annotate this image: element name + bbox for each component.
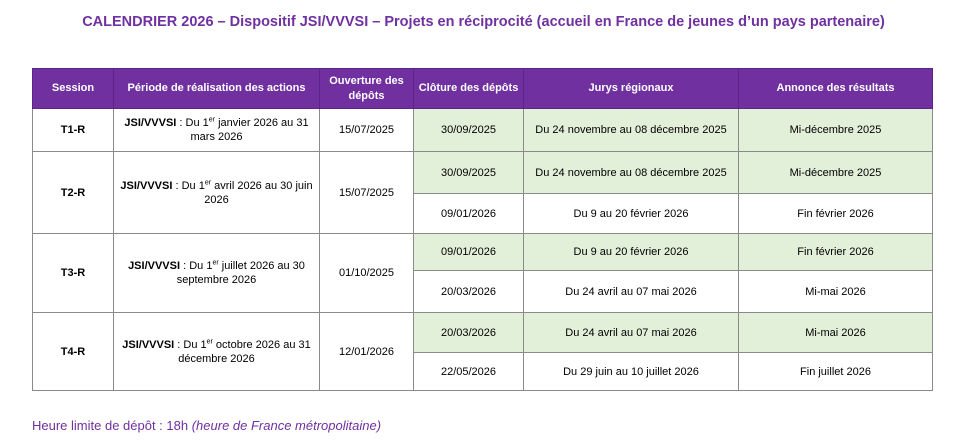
table-row [33, 109, 933, 152]
footer-italic: (heure de France métropolitaine) [191, 418, 382, 433]
periode-text-a: : Du 1 [172, 179, 205, 192]
periode-prefix: JSI/VVVSI [124, 117, 177, 129]
periode-text-b: avril 2026 au 30 juin 2026 [204, 179, 313, 206]
jurys-cell: Du 24 avril au 07 mai 2026 [524, 313, 739, 353]
periode-text-a: : Du 1 [174, 338, 207, 351]
table-row [33, 152, 933, 194]
table-row [33, 234, 933, 271]
jurys-cell: Du 24 avril au 07 mai 2026 [524, 271, 739, 313]
periode-text-a: : Du 1 [176, 117, 209, 129]
periode-prefix: JSI/VVVSI [120, 179, 173, 192]
annonce-cell: Fin juillet 2026 [739, 353, 933, 391]
jurys-cell: Du 9 au 20 février 2026 [524, 234, 739, 271]
periode-cell [114, 313, 320, 391]
periode-text-b: janvier 2026 au 31 mars 2026 [190, 117, 309, 143]
periode-sup: er [204, 178, 212, 186]
header-jurys: Jurys régionaux [524, 69, 739, 109]
page-title: CALENDRIER 2026 – Dispositif JSI/VVVSI – Projets en réciprocité (accueil en France de jeunes d’un pays partenaire) [82, 14, 885, 30]
header-annonce: Annonce des résultats [739, 69, 933, 109]
periode-text-b: juillet 2026 au 30 septembre 2026 [176, 260, 305, 286]
footer-text: Heure limite de dépôt : 18h [32, 418, 192, 433]
table-row [33, 313, 933, 353]
periode-sup: er [212, 259, 219, 267]
periode-sup: er [208, 116, 216, 124]
periode-cell [114, 152, 320, 234]
cloture-cell: 22/05/2026 [414, 353, 524, 391]
annonce-cell: Fin février 2026 [739, 234, 933, 271]
annonce-cell: Mi-mai 2026 [739, 313, 933, 353]
annonce-cell: Mi-décembre 2025 [739, 152, 933, 194]
periode-prefix: JSI/VVVSI [128, 260, 181, 272]
header-ouverture: Ouverture des dépôts [320, 69, 414, 109]
jurys-cell: Du 24 novembre au 08 décembre 2025 [524, 109, 739, 152]
jurys-cell: Du 24 novembre au 08 décembre 2025 [524, 152, 739, 194]
ouverture-cell: 15/07/2025 [320, 109, 414, 152]
annonce-cell: Fin février 2026 [739, 194, 933, 234]
ouverture-cell: 12/01/2026 [320, 313, 414, 391]
periode-text-b: octobre 2026 au 31 décembre 2026 [178, 338, 311, 365]
header-periode: Période de réalisation des actions [114, 69, 320, 109]
cloture-cell: 30/09/2025 [414, 109, 524, 152]
footer-note [32, 418, 381, 433]
periode-cell [114, 234, 320, 313]
annonce-cell: Mi-mai 2026 [739, 271, 933, 313]
periode-sup: er [206, 337, 213, 345]
cloture-cell: 09/01/2026 [414, 194, 524, 234]
periode-text-a: : Du 1 [180, 260, 213, 272]
ouverture-cell: 01/10/2025 [320, 234, 414, 313]
cloture-cell: 20/03/2026 [414, 313, 524, 353]
annonce-cell: Mi-décembre 2025 [739, 109, 933, 152]
session-cell: T3-R [33, 234, 114, 313]
session-cell: T2-R [33, 152, 114, 234]
table-header-row [33, 69, 933, 109]
jurys-cell: Du 9 au 20 février 2026 [524, 194, 739, 234]
ouverture-cell: 15/07/2025 [320, 152, 414, 234]
session-cell: T4-R [33, 313, 114, 391]
session-cell: T1-R [33, 109, 114, 152]
cloture-cell: 20/03/2026 [414, 271, 524, 313]
header-cloture: Clôture des dépôts [414, 69, 524, 109]
header-session: Session [33, 69, 114, 109]
periode-prefix: JSI/VVVSI [122, 338, 175, 351]
calendar-table [32, 68, 933, 391]
cloture-cell: 30/09/2025 [414, 152, 524, 194]
jurys-cell: Du 29 juin au 10 juillet 2026 [524, 353, 739, 391]
periode-cell [114, 109, 320, 152]
cloture-cell: 09/01/2026 [414, 234, 524, 271]
